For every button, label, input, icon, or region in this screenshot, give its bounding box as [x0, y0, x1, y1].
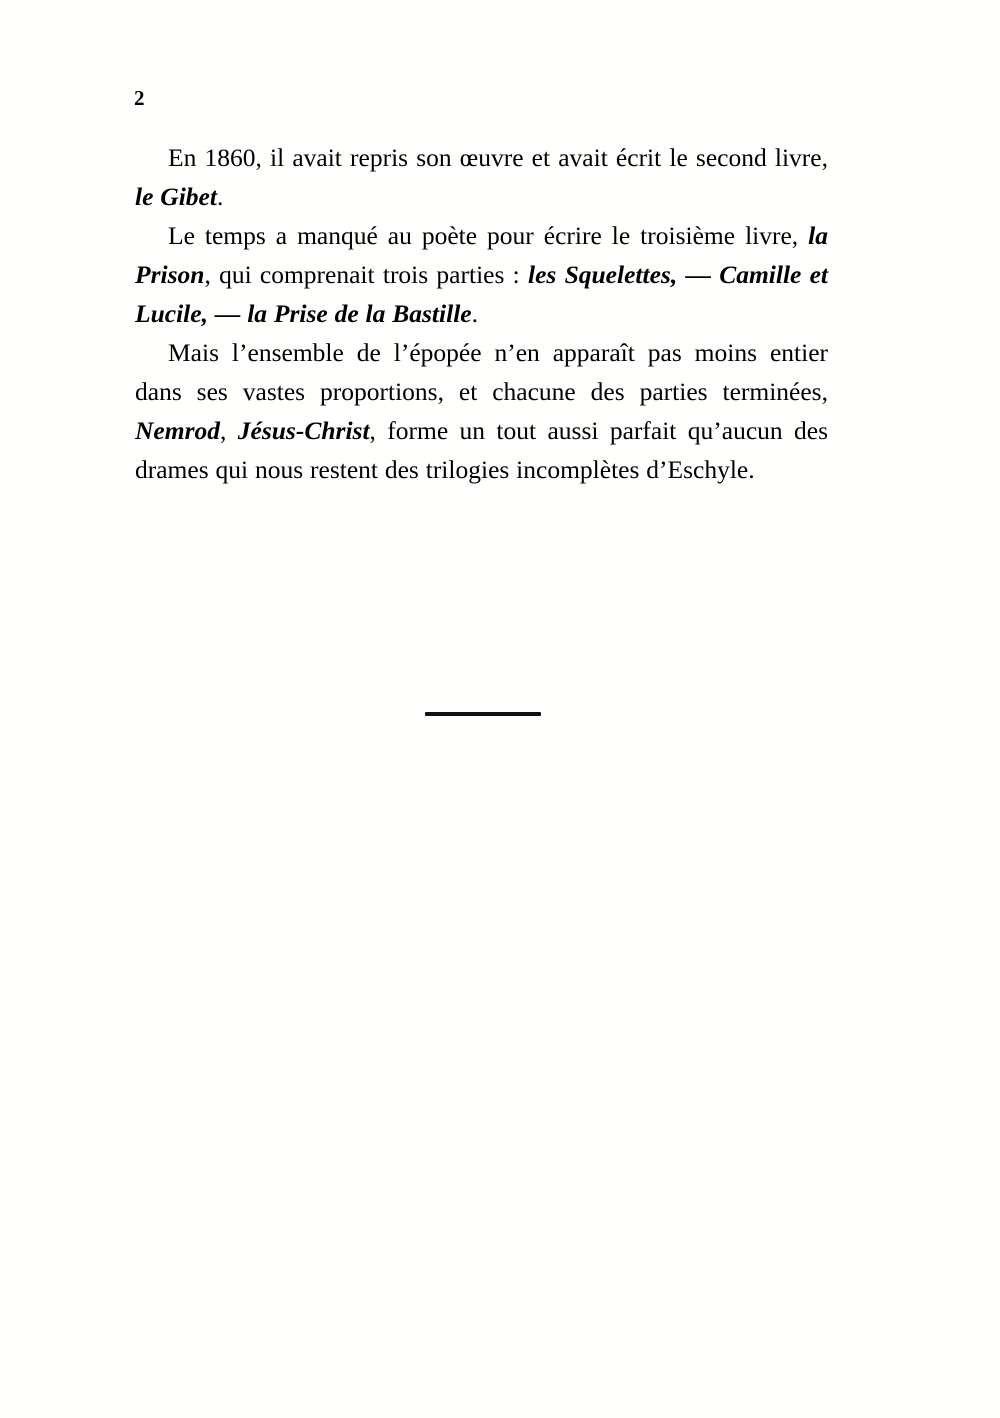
paragraph-2: [135, 216, 828, 333]
text-run: , qui comprenait trois parties :: [204, 260, 528, 289]
paragraph-1: [135, 138, 828, 216]
section-break-rule: [425, 712, 541, 716]
text-run: Mais l’ensemble de l’épopée n’en apparaît pas moins entier dans ses vastes proportions, et chacune des parties terminées,: [135, 338, 828, 406]
text-run: ,: [220, 416, 238, 445]
italic-title-jesus-christ: Jésus-Christ: [237, 416, 370, 445]
text-run: En 1860, il avait repris son œuvre et avait écrit le second livre,: [168, 143, 828, 172]
italic-title-la-prison: la Prison: [135, 221, 828, 289]
italic-title-list: les Squelettes, — Camille et Lucile, — la Prise de la Bastille: [135, 260, 829, 328]
text-run: Le temps a manqué au poète pour écrire le troisième livre,: [168, 221, 809, 250]
italic-title-le-gibet: le Gibet: [135, 182, 217, 211]
page-number: 2: [134, 86, 145, 110]
text-run: .: [471, 299, 478, 328]
body-text-block: [135, 138, 828, 489]
paragraph-3: [135, 333, 828, 489]
text-run: , forme un tout aussi parfait qu’aucun des drames qui nous restent des trilogies incomplètes d’Eschyle.: [135, 416, 828, 484]
italic-title-nemrod: Nemrod: [135, 416, 220, 445]
text-run: .: [216, 182, 224, 211]
